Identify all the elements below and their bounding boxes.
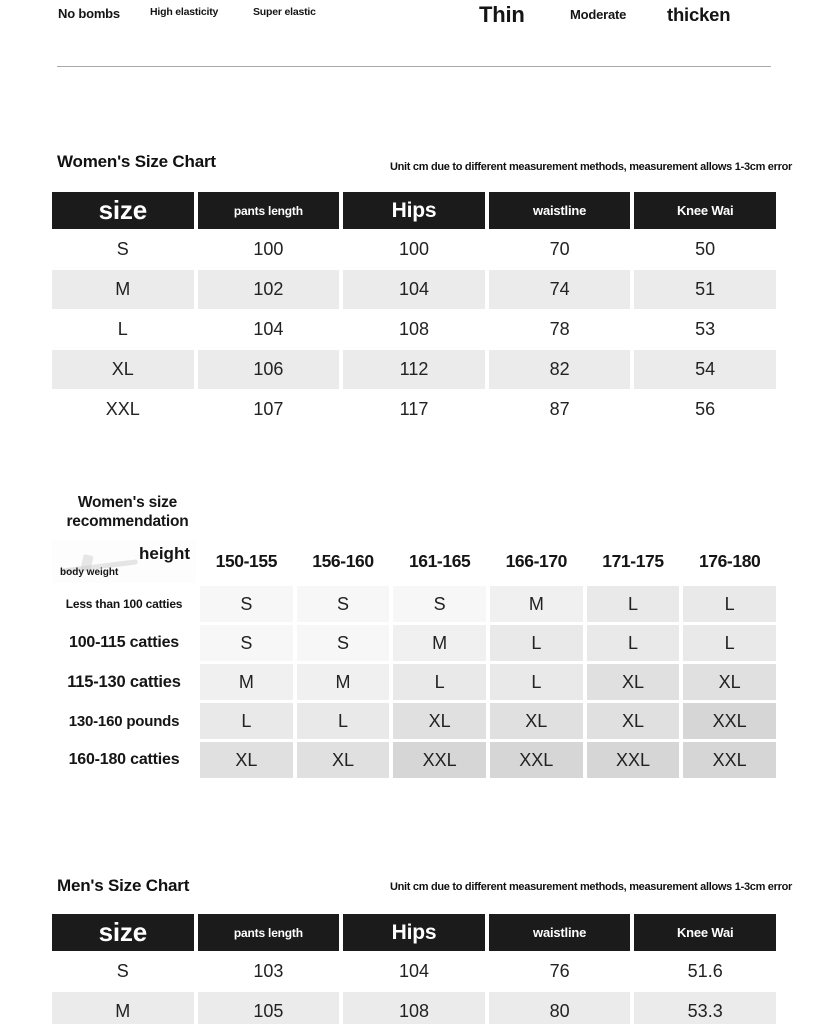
recommended-size-cell: L — [683, 625, 776, 661]
recommended-size-cell: S — [297, 586, 390, 622]
recommended-size-cell: M — [200, 664, 293, 700]
label-thicken: thicken — [667, 4, 731, 25]
recommended-size-cell: XXL — [393, 742, 486, 778]
value-cell: 80 — [489, 992, 631, 1024]
column-header-waistline: waistline — [489, 192, 631, 229]
label-moderate: Moderate — [570, 7, 627, 22]
recommended-size-cell: XL — [587, 703, 680, 739]
column-header-knee-wai: Knee Wai — [634, 192, 776, 229]
column-header-hips: Hips — [343, 914, 485, 951]
value-cell: 112 — [343, 350, 485, 389]
recommended-size-cell: S — [200, 625, 293, 661]
recommended-size-cell: XXL — [490, 742, 583, 778]
value-cell: 51.6 — [634, 952, 776, 991]
recommended-size-cell: XXL — [587, 742, 680, 778]
value-cell: 53.3 — [634, 992, 776, 1024]
column-header-waistline: waistline — [489, 914, 631, 951]
value-cell: 108 — [343, 992, 485, 1024]
label-high-elasticity: High elasticity — [150, 6, 219, 18]
height-column-header: 171-175 — [587, 540, 680, 583]
value-cell: 51 — [634, 270, 776, 309]
recommendation-title — [50, 493, 205, 531]
recommendation-title-line1: Women's size — [77, 494, 178, 511]
women-size-table — [52, 192, 776, 429]
value-cell: 76 — [489, 952, 631, 991]
corner-cell — [52, 540, 196, 583]
recommended-size-cell: S — [393, 586, 486, 622]
recommended-size-cell: XL — [393, 703, 486, 739]
men-chart-title: Men's Size Chart — [57, 876, 190, 895]
weight-row-label: 100-115 catties — [52, 625, 196, 661]
column-header-pants-length: pants length — [198, 192, 340, 229]
value-cell: 108 — [343, 310, 485, 349]
value-cell: 100 — [343, 230, 485, 269]
column-header-hips: Hips — [343, 192, 485, 229]
height-column-header: 150-155 — [200, 540, 293, 583]
recommended-size-cell: L — [490, 664, 583, 700]
recommended-size-cell: L — [490, 625, 583, 661]
recommended-size-cell: L — [393, 664, 486, 700]
size-cell: XL — [52, 350, 194, 389]
recommended-size-cell: XXL — [683, 742, 776, 778]
value-cell: 78 — [489, 310, 631, 349]
value-cell: 82 — [489, 350, 631, 389]
value-cell: 56 — [634, 390, 776, 429]
recommended-size-cell: XL — [297, 742, 390, 778]
weight-row-label: 160-180 catties — [52, 742, 196, 778]
recommended-size-cell: L — [683, 586, 776, 622]
value-cell: 107 — [198, 390, 340, 429]
height-column-header: 161-165 — [393, 540, 486, 583]
recommendation-title-line2: recommendation — [66, 513, 189, 530]
value-cell: 104 — [343, 952, 485, 991]
height-column-header: 156-160 — [297, 540, 390, 583]
recommended-size-cell: XL — [490, 703, 583, 739]
value-cell: 105 — [198, 992, 340, 1024]
recommended-size-cell: XL — [587, 664, 680, 700]
recommended-size-cell: M — [297, 664, 390, 700]
value-cell: 102 — [198, 270, 340, 309]
women-chart-title: Women's Size Chart — [57, 152, 216, 171]
column-header-knee-wai: Knee Wai — [634, 914, 776, 951]
column-header-size: size — [52, 914, 194, 951]
recommended-size-cell: M — [490, 586, 583, 622]
value-cell: 54 — [634, 350, 776, 389]
recommended-size-cell: XL — [683, 664, 776, 700]
weight-row-label: 115-130 catties — [52, 664, 196, 700]
value-cell: 87 — [489, 390, 631, 429]
recommended-size-cell: S — [200, 586, 293, 622]
men-chart-note: Unit cm due to different measurement methods, measurement allows 1-3cm error — [389, 881, 792, 893]
height-column-header: 176-180 — [683, 540, 776, 583]
corner-weight-label: body weight — [60, 567, 119, 578]
size-cell: S — [52, 952, 194, 991]
recommended-size-cell: XXL — [683, 703, 776, 739]
women-chart-note: Unit cm due to different measurement methods, measurement allows 1-3cm error — [389, 161, 792, 173]
value-cell: 104 — [198, 310, 340, 349]
corner-height-label: height — [139, 544, 190, 563]
size-cell: M — [52, 270, 194, 309]
value-cell: 74 — [489, 270, 631, 309]
label-no-bombs: No bombs — [58, 6, 120, 21]
label-thin: Thin — [479, 2, 525, 27]
label-super-elastic: Super elastic — [253, 6, 316, 18]
column-header-size: size — [52, 192, 194, 229]
size-cell: XXL — [52, 390, 194, 429]
men-size-table — [52, 914, 776, 1024]
value-cell: 50 — [634, 230, 776, 269]
recommended-size-cell: XL — [200, 742, 293, 778]
value-cell: 100 — [198, 230, 340, 269]
horizontal-divider — [57, 66, 771, 67]
weight-row-label: 130-160 pounds — [52, 703, 196, 739]
recommended-size-cell: L — [297, 703, 390, 739]
weight-row-label: Less than 100 catties — [52, 586, 196, 622]
recommended-size-cell: L — [587, 586, 680, 622]
value-cell: 53 — [634, 310, 776, 349]
column-header-pants-length: pants length — [198, 914, 340, 951]
recommended-size-cell: S — [297, 625, 390, 661]
value-cell: 70 — [489, 230, 631, 269]
size-cell: L — [52, 310, 194, 349]
recommended-size-cell: L — [587, 625, 680, 661]
recommendation-table — [52, 540, 776, 778]
value-cell: 106 — [198, 350, 340, 389]
height-column-header: 166-170 — [490, 540, 583, 583]
value-cell: 117 — [343, 390, 485, 429]
recommended-size-cell: M — [393, 625, 486, 661]
size-cell: S — [52, 230, 194, 269]
value-cell: 104 — [343, 270, 485, 309]
recommended-size-cell: L — [200, 703, 293, 739]
size-cell: M — [52, 992, 194, 1024]
value-cell: 103 — [198, 952, 340, 991]
